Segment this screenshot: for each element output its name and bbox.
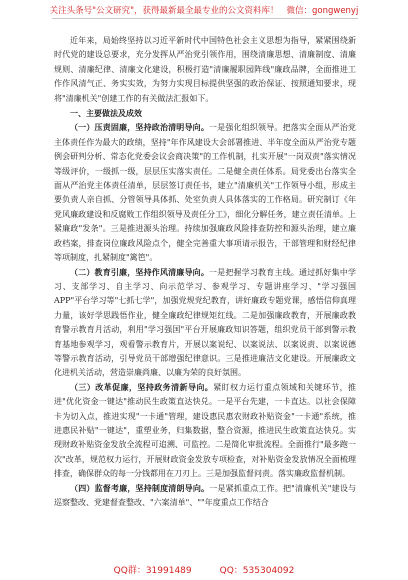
banner-promo-text: 关注头条号"公文研究"，获得最新最全最专业的公文资料库！ [49, 6, 279, 16]
header-divider [52, 18, 358, 19]
section-paragraph-1 [54, 121, 356, 265]
intro-paragraph [54, 34, 356, 106]
banner-wechat-text: 微信：gongwenyj [286, 6, 359, 16]
section-1-title: （一）压责固廉，坚持政治清明导向。 [70, 123, 209, 133]
intro-text: 近年来，局始终坚持以习近平新时代中国特色社会主义思想为指导，紧紧围绕新时代党的建设总要求，充分发挥从严治党引领作用，围绕清廉思想、清廉制度、清廉规则、清廉纪律、清廉文化建设，积极打造"清廉履职园阵线"廉政品牌，全面推进工作作风清气正、务实实效，为努力实现目标提供坚强的政治保证、按照通知要求，现将"清廉机关"创建工作的有关做法汇报如下。 [54, 36, 356, 103]
section-3-title: （三）改革促廉，坚持政务清新导向。 [70, 382, 214, 392]
section-4-text: 一是紧抓重点工作。把"清廉机关"建设与巡察整改、党建督查整改、"六案清单"、""年度重点工作结合 [54, 483, 357, 507]
section-4-title: （四）监督考廉，坚持制度清朗导向。 [70, 483, 210, 493]
section-2-text: 一是把握学习教育主线。通过抓好集中学习、支部学习、自主学习、向示范学习、参观学习、专题讲座学习、"学习强国APP"平台学习等"七抓七学"，加强党规党纪教育，讲好廉政专题党课，感悟信仰真理力量，该好学思践悟作业，健全廉政纪律规矩红线。二是加强廉政教育，开展廉政教育警示教育月活动，利用"学习强国"平台开展廉政知识答题，组织党员干部到警示教育基地参观学习，观看警示教育片，开展以案说纪、以案说法、以案说责、以案说德等警示教育活动，引导党员干部增强纪律意识。三是推进廉洁文化建设。开展廉政文化进机关活动，营造崇廉尚廉、以廉为荣的良好氛围。 [54, 267, 356, 378]
footer-qq-number: QQ：535304092 [219, 566, 295, 576]
footer-qq-group: QQ群：31991489 [113, 566, 192, 576]
section-paragraph-2 [54, 266, 356, 381]
section-paragraph-3 [54, 381, 356, 482]
section-paragraph-4 [54, 482, 356, 511]
section-2-title: （二）教育引廉，坚持作风清廉导向。 [70, 267, 209, 277]
footer-contact [0, 563, 408, 576]
header-banner [0, 4, 408, 16]
section-3-text: 紧盯权力运行重点领域和关键环节，推进"优化资金一键达"推动民生政策直达快兑。一是平台先建，一卡直达。以社会保障卡为切入点，推进实现"一卡通"管理，建设惠民惠农财政补贴资金"一卡通"系统，推进惠民补贴"一键达"，重塑业务，归集数据，整合资源，推进民生政策直达快兑。实现财政补贴资金发放全流程可追溯、可监控。二是简化审批流程。全面推行"最多跑一次"改革，规范权力运行，开展财政资金发放专项检查，对补贴资金发放情况全面梳理排查，确保群众的每一分钱都用在刀刃上。三是加强监督问责。落实廉政监督机制。 [54, 382, 357, 479]
section-heading [54, 107, 356, 121]
document-body [54, 34, 356, 510]
section-heading-text: 一、主要做法及成效 [70, 109, 142, 119]
section-1-text: 一是强化组织领导。把落实全面从严治党主体责任作为最大的政绩，坚持"年作风建设大会部署推进、半年度全面从严治党专题例会研判分析、常态化党委会议会商决策"的工作机制，扎实开展"一岗双责"落实情况等级评价，一级抓一级，层层压实落实责任。二是健全责任体系。局党委出台落实全面从严治党主体责任清单，层层签订责任书，建立"清廉机关"工作领导小组，形成主要负责人亲自抓、分管领导具体抓、处室负责人具体落实的工作格局。研究制订《年党风廉政建设和反腐败工作组织领导及责任分工》，细化分解任务，建立责任清单。上紧廉政"发条"。三是推进源头治理。持续加强廉政风险排查防控和源头治理，建立廉政档案，排查岗位廉政风险点个，健全完善重大事项请示报告，干部管理和财经纪律等项制度，扎紧制度"篱笆"。 [54, 123, 356, 263]
